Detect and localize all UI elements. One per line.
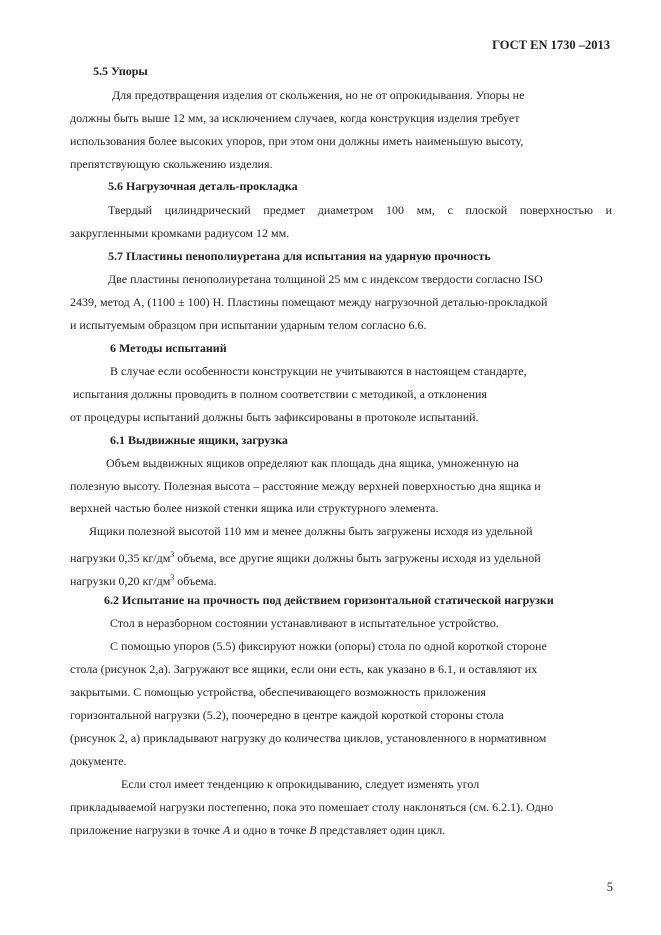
- paragraph-line: стола (рисунок 2,а). Загружают все ящики, если они есть, как указано в 6.1, и оставляют их: [70, 662, 538, 676]
- paragraph-line: (рисунок 2, а) прикладывают нагрузку до количества циклов, установленного в нормативном: [70, 731, 547, 745]
- line-part: объема.: [174, 574, 217, 588]
- paragraph-line: [70, 823, 445, 838]
- line-part: нагрузки 0,35 кг/дм: [70, 551, 171, 565]
- paragraph-line: Объем выдвижных ящиков определяют как площадь дна ящика, умноженную на: [106, 456, 519, 470]
- paragraph-line: полезную высоту. Полезная высота – расстояние между верхней поверхностью дна ящика и: [70, 479, 541, 493]
- paragraph-line: и испытуемым образцом при испытании ударным телом согласно 6.6.: [70, 318, 427, 332]
- line-part: и одно в точке: [230, 823, 310, 837]
- paragraph-line: прикладываемой нагрузки постепенно, пока это помешает столу наклоняться (см. 6.2.1). Одно: [70, 800, 554, 814]
- paragraph-line: препятствующую скольжению изделия.: [70, 157, 273, 171]
- line-part: нагрузки 0,20 кг/дм: [70, 574, 171, 588]
- line-part: представляет один цикл.: [316, 823, 446, 837]
- superscript: 3: [170, 573, 175, 582]
- paragraph-line: горизонтальной нагрузки (5.2), поочередно в центре каждой короткой стороны стола: [70, 708, 504, 722]
- paragraph-line: документе.: [70, 754, 127, 768]
- paragraph-line: закрытыми. С помощью устройства, обеспечивающего возможность приложения: [70, 685, 486, 699]
- paragraph-line: должны быть выше 12 мм, за исключением случаев, когда конструкция изделия требует: [70, 111, 520, 125]
- section-heading-5-7: 5.7 Пластины пенополиуретана для испытания на ударную прочность: [108, 249, 491, 263]
- paragraph-line: от процедуры испытаний должны быть зафиксированы в протоколе испытаний.: [70, 410, 479, 424]
- section-heading-5-6: 5.6 Нагрузочная деталь-прокладка: [108, 179, 298, 193]
- paragraph-line: использования более высоких упоров, при этом они должны иметь наименьшую высоту,: [70, 134, 524, 148]
- paragraph-line: Твердый цилиндрический предмет диаметром 100 мм, с плоской поверхностью и: [108, 203, 612, 217]
- superscript: 3: [170, 550, 175, 559]
- paragraph-line: Если стол имеет тенденцию к опрокидыванию, следует изменять угол: [121, 777, 480, 791]
- paragraph-line: Две пластины пенополиуретана толщиной 25 мм с индексом твердости согласно ISO: [108, 272, 543, 286]
- point-label: А: [223, 823, 231, 837]
- section-heading-6-2: 6.2 Испытание на прочность под действием горизонтальной статической нагрузки: [104, 593, 554, 607]
- paragraph-line: [70, 570, 216, 589]
- paragraph-line: С помощью упоров (5.5) фиксируют ножки (опоры) стола по одной короткой стороне: [110, 639, 547, 653]
- paragraph-line: В случае если особенности конструкции не учитываются в настоящем стандарте,: [110, 364, 527, 378]
- paragraph-line: Стол в неразборном состоянии устанавливают в испытательное устройство.: [110, 616, 499, 630]
- paragraph-line: верхней частью более низкой стенки ящика или структурного элемента.: [70, 501, 439, 515]
- standard-code-header: ГОСТ EN 1730 –2013: [492, 38, 610, 52]
- section-heading-5-5: 5.5 Упоры: [93, 64, 148, 78]
- page-number: 5: [606, 880, 613, 894]
- point-label: В: [309, 823, 317, 837]
- section-heading-6-1: 6.1 Выдвижные ящики, загрузка: [110, 433, 288, 447]
- paragraph-line: 2439, метод А, (1100 ± 100) Н. Пластины помещают между нагрузочной деталью-прокладкой: [70, 295, 548, 309]
- paragraph-line: [70, 547, 541, 566]
- paragraph-line: Ящики полезной высотой 110 мм и менее должны быть загружены исходя из удельной: [89, 524, 533, 538]
- paragraph-line: закругленными кромками радиусом 12 мм.: [70, 226, 290, 240]
- section-heading-6: 6 Методы испытаний: [110, 341, 227, 355]
- line-part: приложение нагрузки в точке: [70, 823, 223, 837]
- paragraph-line: испытания должны проводить в полном соответствии с методикой, а отклонения: [73, 387, 487, 401]
- line-part: объема, все другие ящики должны быть загружены исходя из удельной: [174, 551, 541, 565]
- paragraph-line: Для предотвращения изделия от скольжения, но не от опрокидывания. Упоры не: [112, 88, 525, 102]
